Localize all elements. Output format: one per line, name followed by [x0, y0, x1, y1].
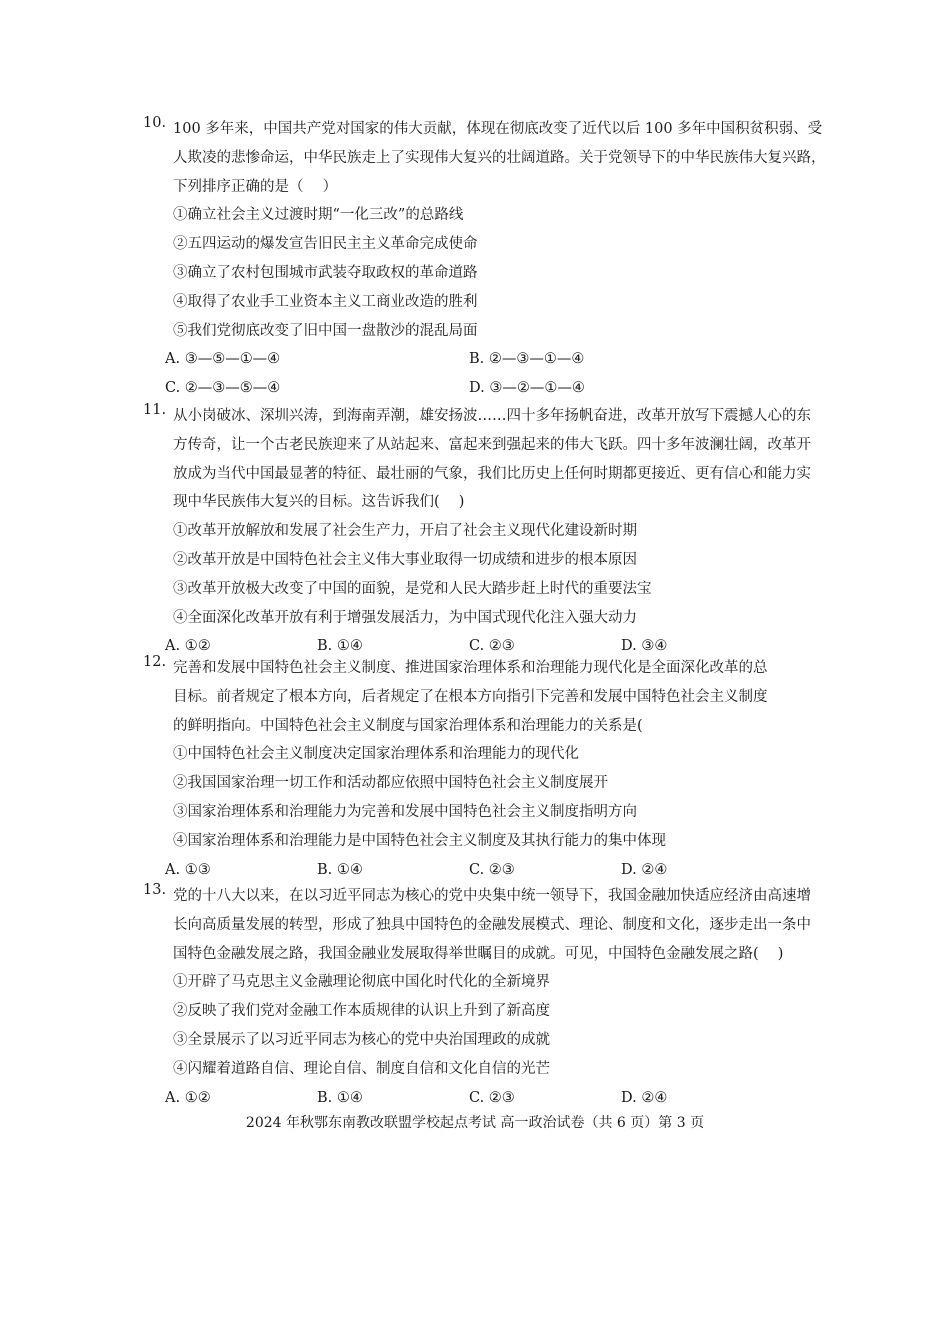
- question-12: [143, 654, 823, 884]
- choice-d[interactable]: D. ③—②—①—④: [469, 380, 585, 397]
- statement: ②反映了我们党对金融工作本质规律的认识上升到了新高度: [173, 1003, 550, 1020]
- choice-b[interactable]: B. ②—③—①—④: [469, 351, 585, 368]
- statement: ②五四运动的爆发宣告旧民主主义革命完成使命: [173, 236, 478, 253]
- statement: ①开辟了马克思主义金融理论彻底中国化时代化的全新境界: [173, 974, 550, 991]
- stem-line: 100 多年来，中国共产党对国家的伟大贡献，体现在彻底改变了近代以后 100 多年中国积贫积弱、受: [173, 121, 823, 137]
- statement: ④取得了农业手工业资本主义工商业改造的胜利: [173, 293, 478, 310]
- choice-d[interactable]: D. ②④: [621, 861, 668, 878]
- statement: ①确立社会主义过渡时期“一化三改”的总路线: [173, 207, 464, 224]
- statement: ③国家治理体系和治理能力为完善和发展中国特色社会主义制度指明方向: [173, 803, 637, 820]
- choice-b[interactable]: B. ①④: [317, 638, 363, 655]
- question-number: 11.: [143, 402, 167, 418]
- choice-b[interactable]: B. ①④: [317, 1089, 363, 1106]
- question-number: 10.: [143, 115, 167, 131]
- stem-line: 长向高质量发展的转型，形成了独具中国特色的金融发展模式、理论、制度和文化，逐步走出一条中: [173, 916, 811, 933]
- choice-row: [143, 345, 823, 374]
- choice-c[interactable]: C. ②—③—⑤—④: [165, 380, 281, 397]
- question-10: [143, 115, 826, 403]
- stem-line: 的鲜明指向。中国特色社会主义制度与国家治理体系和治理能力的关系是(: [173, 717, 643, 734]
- question-number: 12.: [143, 654, 167, 670]
- statement: ④全面深化改革开放有利于增强发展活力，为中国式现代化注入强大动力: [173, 609, 637, 626]
- stem-line: 完善和发展中国特色社会主义制度、推进国家治理体系和治理能力现代化是全面深化改革的总: [173, 660, 768, 676]
- statement: ②我国国家治理一切工作和活动都应依照中国特色社会主义制度展开: [173, 775, 608, 792]
- stem-line: 党的十八大以来，在以习近平同志为核心的党中央集中统一领导下，我国金融加快适应经济由高速增: [173, 888, 811, 904]
- statement: ①中国特色社会主义制度决定国家治理体系和治理能力的现代化: [173, 746, 579, 763]
- stem-line: 现中华民族伟大复兴的目标。这告诉我们( ): [173, 494, 465, 511]
- choice-c[interactable]: C. ②③: [469, 861, 515, 878]
- stem-line: 人欺凌的悲惨命运，中华民族走上了实现伟大复兴的壮阔道路。关于党领导下的中华民族伟大复兴路，: [173, 149, 826, 166]
- question-stem: [143, 654, 823, 740]
- question-stem: [143, 402, 823, 517]
- statement: ③全景展示了以习近平同志为核心的党中央治国理政的成就: [173, 1031, 550, 1048]
- question-13: [143, 882, 823, 1112]
- statement: ④闪耀着道路自信、理论自信、制度自信和文化自信的光芒: [173, 1060, 550, 1077]
- stem-line: 从小岗破冰、深圳兴涛，到海南弄潮，雄安扬波……四十多年扬帆奋进，改革开放写下震撼人心的东: [173, 408, 811, 424]
- question-stem: [143, 882, 823, 968]
- choice-a[interactable]: A. ③—⑤—①—④: [165, 351, 281, 368]
- page-footer: 2024 年秋鄂东南教改联盟学校起点考试 高一政治试卷（共 6 页）第 3 页: [245, 1115, 705, 1131]
- statement: ④国家治理体系和治理能力是中国特色社会主义制度及其执行能力的集中体现: [173, 832, 666, 849]
- choice-row: [143, 374, 823, 403]
- question-stem: [143, 115, 826, 201]
- choice-a[interactable]: A. ①②: [165, 1089, 211, 1106]
- choice-b[interactable]: B. ①④: [317, 861, 363, 878]
- choice-d[interactable]: D. ③④: [621, 638, 668, 655]
- statement: ⑤我们党彻底改变了旧中国一盘散沙的混乱局面: [173, 322, 478, 339]
- statement: ①改革开放解放和发展了社会生产力，开启了社会主义现代化建设新时期: [173, 523, 637, 540]
- statement: ③确立了农村包围城市武装夺取政权的革命道路: [173, 264, 478, 281]
- statement: ②改革开放是中国特色社会主义伟大事业取得一切成绩和进步的根本原因: [173, 551, 637, 568]
- stem-line: 下列排序正确的是（ ）: [173, 178, 338, 195]
- choice-row: [143, 856, 823, 885]
- choice-c[interactable]: C. ②③: [469, 638, 515, 655]
- stem-line: 目标。前者规定了根本方向，后者规定了在根本方向指引下完善和发展中国特色社会主义制度: [173, 688, 768, 705]
- stem-line: 国特色金融发展之路，我国金融业发展取得举世瞩目的成就。可见，中国特色金融发展之路( ): [173, 945, 784, 962]
- choice-a[interactable]: A. ①②: [165, 638, 211, 655]
- statement: ③改革开放极大改变了中国的面貌，是党和人民大踏步赶上时代的重要法宝: [173, 580, 652, 597]
- stem-line: 方传奇，让一个古老民族迎来了从站起来、富起来到强起来的伟大飞跃。四十多年波澜壮阔，改革开: [173, 436, 811, 453]
- choice-a[interactable]: A. ①③: [165, 861, 211, 878]
- choice-c[interactable]: C. ②③: [469, 1089, 515, 1106]
- question-number: 13.: [143, 882, 167, 898]
- stem-line: 放成为当代中国最显著的特征、最壮丽的气象，我们比历史上任何时期都更接近、更有信心和能力实: [173, 465, 811, 482]
- question-11: [143, 402, 823, 661]
- choice-d[interactable]: D. ②④: [621, 1089, 668, 1106]
